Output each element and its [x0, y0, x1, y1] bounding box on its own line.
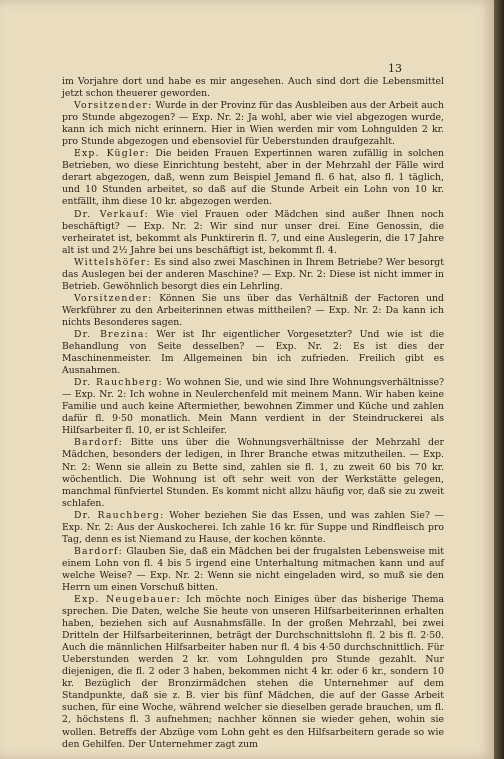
paragraph-text: Wer ist Ihr eigentlicher Vorgesetzter? Und wie ist die Behandlung von Seite desselben? — Exp. Nr. 2: Es ist dies der Maschinenmeister. Im Allgemeinen bin ich zufrieden. Freilich gibt es Ausnahmen.	[62, 328, 444, 377]
paragraph	[62, 594, 444, 751]
page-number: 13	[388, 62, 402, 75]
paragraph-text: Wie viel Frauen oder Mädchen sind außer Ihnen noch beschäftigt? — Exp. Nr. 2: Wir sind nur unser drei. Eine Genossin, die verheiratet ist, bekommt als Punktirerin fl. 7, und eine Auslegerin, die 17 Jahre alt ist und 2½ Jahre bei uns beschäftigt ist, bekommt fl. 4.	[62, 208, 444, 256]
paragraph	[62, 257, 444, 293]
paragraph	[62, 100, 444, 148]
paragraph	[62, 510, 444, 546]
paragraph	[62, 76, 444, 100]
paragraph-text: im Vorjahre dort und habe es mir angesehen. Auch sind dort die Lebensmittel jetzt schon theuerer geworden.	[62, 76, 444, 100]
speaker-name: Bardorf:	[74, 437, 123, 449]
page-edge	[494, 0, 504, 759]
paragraph-text: Ich möchte noch Einiges über das bisherige Thema sprechen. Die Daten, welche Sie heute von unseren Hilfsarbeiterinnen erhalten haben, beziehen sich auf Ausnahmsfälle. In der großen Mehrzahl, bei zwei Dritteln der Hilfsarbeiterinnen, beträgt der Durchschnittslohn fl. 2 bis fl. 2·50. Auch die männlichen Hilfsarbeiter haben nur fl. 4 bis 4·50 durchschnittlich. Für Ueberstunden werden 2 kr. vom Lohngulden pro Stunde gezahlt. Nur diejenigen, die fl. 2 oder 3 haben, bekommen nicht 4 kr. oder 6 kr., sondern 10 kr. Bezüglich der Bronzirmädchen stehen die Unternehmer auf dem Standpunkte, daß sie z. B. vier bis fünf Mädchen, die auf der Gasse Arbeit suchen, für eine Woche, während welcher sie dieselben gerade brauchen, um fl. 2, höchstens fl. 3 aufnehmen; nachher können sie wieder gehen, wohin sie wollen. Betreffs der Abzüge vom Lohn geht es den Hilfsarbeitern gerade so wie den Gehilfen. Der Unternehmer zagt zum	[62, 594, 444, 750]
paragraph	[62, 377, 444, 437]
speaker-name: Exp. Neugebauer:	[74, 594, 181, 606]
paragraph	[62, 148, 444, 208]
paragraph-text: Wo wohnen Sie, und wie sind Ihre Wohnungsverhältnisse? — Exp. Nr. 2: Ich wohne in Neulerchenfeld mit meinem Mann. Wir haben keine Familie und auch keine Aftermiether, bewohnen Zimmer und Küche und zahlen dafür fl. 9·50 monatlich. Mein Mann verdient in der Steindruckerei als Hilfsarbeiter fl. 10, er ist Schleifer.	[62, 377, 444, 437]
speaker-name: Bardorf:	[74, 545, 123, 557]
paragraph	[62, 329, 444, 377]
speaker-name: Dr. Verkauf:	[74, 208, 149, 220]
paragraph-text: Glauben Sie, daß ein Mädchen bei der frugalsten Lebensweise mit einem Lohn von fl. 4 bis 5 irgend eine Unterhaltung mitmachen kann und auf welche Weise? — Exp. Nr. 2: Wenn sie nicht eingeladen wird, so muß sie den Herrn um einen Vorschuß bitten.	[62, 545, 444, 593]
paragraph	[62, 546, 444, 594]
speaker-name: Dr. Brezina:	[74, 328, 149, 340]
paragraph-text: Wurde in der Provinz für das Ausbleiben aus der Arbeit auch pro Stunde abgezogen? — Exp. Nr. 2: Ja wohl, aber wie viel abgezogen wurde, kann ich mich nicht erinnern. Hier in Wien werden mir vom Lohngulden 2 kr. pro Stunde abgezogen und ebensoviel für Ueberstunden draufgezahlt.	[62, 100, 444, 148]
paragraph-text: Woher beziehen Sie das Essen, und was zahlen Sie? — Exp. Nr. 2: Aus der Auskocherei. Ich zahle 16 kr. für Suppe und Rindfleisch pro Tag, denn es ist Niemand zu Hause, der kochen könnte.	[62, 509, 444, 545]
paragraph-text: Es sind also zwei Maschinen in Ihrem Betriebe? Wer besorgt das Auslegen bei der anderen Maschine? — Exp. Nr. 2: Diese ist nicht immer in Betrieb. Gewöhnlich besorgt dies ein Lehrling.	[62, 256, 444, 292]
speaker-name: Exp. Kügler:	[74, 148, 150, 160]
paragraph	[62, 293, 444, 329]
speaker-name: Wittelshöfer:	[74, 256, 151, 268]
paragraph-text: Die beiden Frauen Expertinnen waren zufällig in solchen Betrieben, wo diese Einrichtung besteht, aber in der Mehrzahl der Fälle wird derart abgezogen, daß, wenn zum Beispiel Jemand fl. 6 hat, also fl. 1 täglich, und 10 Stunden arbeitet, so daß auf die Stunde Arbeit ein Lohn von 10 kr. entfällt, ihm diese 10 kr. abgezogen werden.	[62, 148, 444, 208]
paragraph	[62, 209, 444, 257]
paragraph	[62, 437, 444, 509]
speaker-name: Vorsitzender:	[74, 100, 153, 112]
speaker-name: Vorsitzender:	[74, 292, 153, 304]
paragraph-text: Bitte uns über die Wohnungsverhältnisse der Mehrzahl der Mädchen, besonders der ledigen, in Ihrer Branche etwas mitzutheilen. — Exp. Nr. 2: Wenn sie allein zu Bette sind, zahlen sie fl. 1, zu zweit 60 bis 70 kr. wöchentlich. Die Wohnung ist oft sehr weit von der Werkstätte gelegen, manchmal fünfviertel Stunden. Es kommt nicht allzu häufig vor, daß sie zu zweit schlafen.	[62, 437, 444, 509]
paragraph-text: Können Sie uns über das Verhältniß der Factoren und Werkführer zu den Arbeiterinnen etwas mittheilen? — Exp. Nr. 2: Da kann ich nichts Besonderes sagen.	[62, 292, 444, 328]
speaker-name: Dr. Rauchberg:	[74, 509, 165, 521]
speaker-name: Dr. Rauchberg:	[74, 377, 163, 389]
body-text	[62, 76, 444, 751]
